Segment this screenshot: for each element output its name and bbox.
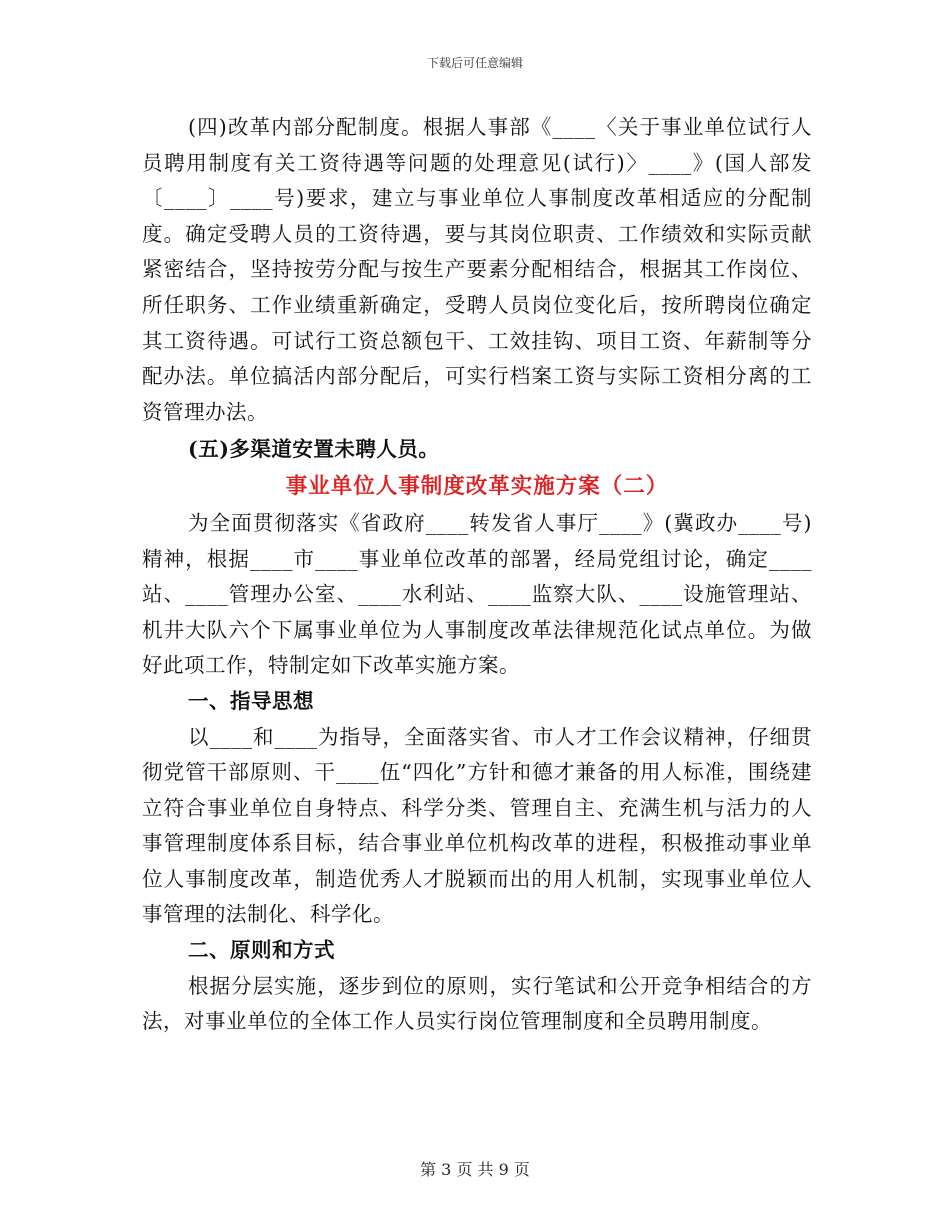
heading-guiding-thought: 一、指导思想 (188, 688, 314, 713)
page-footer: 第 3 页 共 9 页 (420, 1160, 530, 1179)
page-header: 下载后可任意编辑 (426, 56, 523, 70)
paragraph-principles: 根据分层实施，逐步到位的原则，实行笔试和公开竞争相结合的方法，对事业单位的全体工作人员实行岗位管理制度和全员聘用制度。 (142, 973, 812, 1034)
paragraph-reform-distribution: (四)改革内部分配制度。根据人事部《____〈关于事业单位试行人员聘用制度有关工资待遇等问题的处理意见(试行)〉____》(国人部发〔____〕____号)要求，建立与事业单位人事制度改革相适应的分配制度。确定受聘人员的工资待遇，要与其岗位职责、工作绩效和实际贡献紧密结合，坚持按劳分配与按生产要素分配相结合，根据其工作岗位、所任职务、工作业绩重新确定，受聘人员岗位变化后，按所聘岗位确定其工资待遇。可试行工资总额包干、工效挂钩、项目工资、年薪制等分配办法。单位搞活内部分配后，可实行档案工资与实际工资相分离的工资管理办法。 (142, 115, 812, 424)
paragraph-intro: 为全面贯彻落实《省政府____转发省人事厅____》(冀政办____号)精神，根据____市____事业单位改革的部署，经局党组讨论，确定____站、____管理办公室、____水利站、____监察大队、____设施管理站、机井大队六个下属事业单位为人事制度改革法律规范化试点单位。为做好此项工作，特制定如下改革实施方案。 (142, 510, 812, 678)
heading-principles: 二、原则和方式 (188, 938, 335, 963)
section-title: 事业单位人事制度改革实施方案（二） (285, 473, 669, 499)
document-body (142, 110, 812, 1040)
paragraph-guiding-thought: 以____和____为指导，全面落实省、市人才工作会议精神，仔细贯彻党管干部原则、干____伍“四化”方针和德才兼备的用人标准，围绕建立符合事业单位自身特点、科学分类、管理自主、充满生机与活力的人事管理制度体系目标，结合事业单位机构改革的进程，积极推动事业单位人事制度改革，制造优秀人才脱颖而出的用人机制，实现事业单位人事管理的法制化、科学化。 (142, 724, 812, 927)
paragraph-unhired-placement: (五)多渠道安置未聘人员。 (188, 437, 440, 462)
